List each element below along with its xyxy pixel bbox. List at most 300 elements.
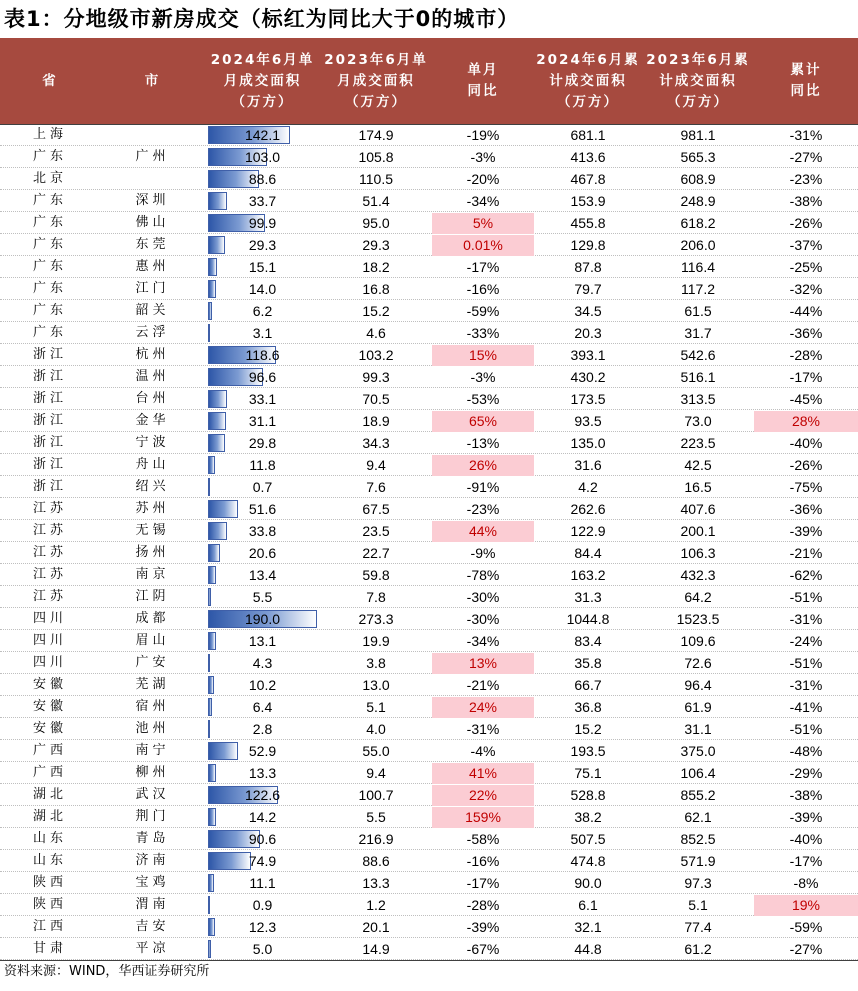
cell-city: 南宁 <box>135 743 170 758</box>
cell-cumulative-yoy: -59% <box>789 919 823 935</box>
cell-cumulative-2023: 618.2 <box>680 215 716 231</box>
cell-monthly-2023: 70.5 <box>362 391 390 407</box>
table-row <box>0 190 858 212</box>
cell-monthly-2023: 174.9 <box>358 127 394 143</box>
table-row <box>0 762 858 784</box>
cell-monthly-yoy: -58% <box>466 831 500 847</box>
cell-province: 广西 <box>33 765 68 780</box>
cell-cumulative-2023: 852.5 <box>680 831 716 847</box>
cell-monthly-2023: 18.9 <box>362 413 390 429</box>
cell-province: 安徽 <box>33 721 68 736</box>
cell-monthly-2023: 19.9 <box>362 633 390 649</box>
cell-cumulative-2023: 223.5 <box>680 435 716 451</box>
cell-province: 浙江 <box>33 435 68 450</box>
cell-cumulative-2023: 106.4 <box>680 765 716 781</box>
table-row <box>0 300 858 322</box>
header-monthly-2023: 2023年6月单 月成交面积 （万方） <box>324 51 428 110</box>
cell-monthly-yoy: 5% <box>472 215 494 231</box>
cell-cumulative-2024: 83.4 <box>574 633 602 649</box>
cell-monthly-yoy: 0.01% <box>463 237 503 253</box>
cell-city: 云浮 <box>135 325 170 340</box>
cell-cumulative-yoy: -17% <box>789 369 823 385</box>
cell-cumulative-2023: 96.4 <box>684 677 712 693</box>
table-row <box>0 894 858 916</box>
source-note: 资料来源：WIND，华西证券研究所 <box>4 964 210 979</box>
table-row <box>0 652 858 674</box>
cell-cumulative-2024: 36.8 <box>574 699 602 715</box>
table-row <box>0 432 858 454</box>
cell-monthly-yoy: 13% <box>468 655 498 671</box>
table-row <box>0 784 858 806</box>
cell-province: 广东 <box>33 259 68 274</box>
cell-monthly-2024: 12.3 <box>248 919 277 935</box>
cell-cumulative-yoy: -8% <box>793 875 819 891</box>
cell-monthly-2023: 14.9 <box>362 941 390 957</box>
cell-monthly-2024: 33.8 <box>248 523 277 539</box>
cell-cumulative-2024: 20.3 <box>574 325 602 341</box>
cell-cumulative-2024: 31.3 <box>574 589 602 605</box>
cell-monthly-2023: 22.7 <box>362 545 390 561</box>
cell-cumulative-2023: 565.3 <box>680 149 716 165</box>
table-row <box>0 168 858 190</box>
cell-monthly-2023: 29.3 <box>362 237 390 253</box>
cell-city: 眉山 <box>135 633 170 648</box>
cell-cumulative-yoy: 28% <box>791 413 821 429</box>
table-row <box>0 322 858 344</box>
cell-monthly-2024: 3.1 <box>252 325 273 341</box>
cell-cumulative-2023: 73.0 <box>684 413 712 429</box>
table-row <box>0 278 858 300</box>
cell-city: 广州 <box>135 149 170 164</box>
cell-province: 陕西 <box>33 875 68 890</box>
cell-cumulative-2024: 87.8 <box>574 259 602 275</box>
cell-cumulative-yoy: -41% <box>789 699 823 715</box>
cell-monthly-2024: 14.0 <box>248 281 277 297</box>
header-monthly-yoy: 单月 同比 <box>467 62 499 99</box>
cell-cumulative-yoy: -51% <box>789 721 823 737</box>
cell-monthly-2023: 9.4 <box>366 765 386 781</box>
cell-city: 芜湖 <box>135 677 170 692</box>
cell-monthly-2023: 3.8 <box>366 655 386 671</box>
cell-cumulative-yoy: -45% <box>789 391 823 407</box>
table-row <box>0 674 858 696</box>
cell-province: 北京 <box>33 171 68 186</box>
table-row <box>0 564 858 586</box>
cell-monthly-2023: 16.8 <box>362 281 390 297</box>
cell-cumulative-2024: 430.2 <box>570 369 606 385</box>
cell-monthly-2024: 15.1 <box>248 259 277 275</box>
table-row <box>0 850 858 872</box>
cell-monthly-2023: 4.6 <box>366 325 386 341</box>
cell-province: 浙江 <box>33 457 68 472</box>
cell-province: 陕西 <box>33 897 68 912</box>
cell-province: 江苏 <box>33 523 68 538</box>
cell-cumulative-2023: 31.1 <box>684 721 712 737</box>
cell-cumulative-yoy: -27% <box>789 149 823 165</box>
cell-monthly-yoy: -30% <box>466 611 500 627</box>
cell-cumulative-2024: 44.8 <box>574 941 602 957</box>
cell-cumulative-yoy: -31% <box>789 127 823 143</box>
cell-monthly-2023: 7.6 <box>366 479 386 495</box>
cell-monthly-yoy: -17% <box>466 259 500 275</box>
cell-cumulative-yoy: -51% <box>789 655 823 671</box>
cell-monthly-2023: 100.7 <box>358 787 394 803</box>
cell-monthly-2024: 11.1 <box>249 875 276 891</box>
cell-cumulative-yoy: -25% <box>789 259 823 275</box>
table-row <box>0 938 858 960</box>
cell-monthly-2023: 273.3 <box>358 611 394 627</box>
cell-city: 杭州 <box>135 347 170 362</box>
cell-monthly-2024: 10.2 <box>248 677 277 693</box>
cell-cumulative-yoy: -21% <box>789 545 823 561</box>
cell-monthly-yoy: -20% <box>466 171 500 187</box>
cell-monthly-2024: 2.8 <box>252 721 273 737</box>
cell-monthly-2023: 1.2 <box>366 897 386 913</box>
cell-province: 广西 <box>33 743 68 758</box>
cell-monthly-yoy: -53% <box>466 391 500 407</box>
cell-monthly-yoy: -21% <box>466 677 500 693</box>
header-cumulative-yoy: 累计 同比 <box>790 62 822 99</box>
cell-monthly-2023: 103.2 <box>358 347 394 363</box>
cell-cumulative-2023: 608.9 <box>680 171 716 187</box>
table-row <box>0 124 858 146</box>
cell-cumulative-2024: 455.8 <box>570 215 606 231</box>
table-row <box>0 344 858 366</box>
cell-monthly-2024: 20.6 <box>248 545 277 561</box>
cell-cumulative-2024: 35.8 <box>574 655 602 671</box>
cell-cumulative-yoy: -32% <box>789 281 823 297</box>
cell-province: 广东 <box>33 303 68 318</box>
cell-cumulative-2024: 467.8 <box>570 171 606 187</box>
cell-cumulative-2024: 262.6 <box>570 501 606 517</box>
table-row <box>0 498 858 520</box>
cell-cumulative-2024: 163.2 <box>570 567 606 583</box>
cell-cumulative-yoy: -29% <box>789 765 823 781</box>
cell-monthly-2023: 110.5 <box>359 171 393 187</box>
cell-city <box>100 168 205 190</box>
cell-monthly-2023: 23.5 <box>362 523 390 539</box>
header-cumulative-2024: 2024年6月累 计成交面积 （万方） <box>536 51 640 110</box>
cell-monthly-2024: 142.1 <box>244 127 281 143</box>
cell-cumulative-yoy: -26% <box>789 215 823 231</box>
cell-monthly-yoy: 24% <box>468 699 498 715</box>
cell-monthly-2024: 0.7 <box>252 479 273 495</box>
cell-province: 浙江 <box>33 413 68 428</box>
table-row <box>0 740 858 762</box>
cell-monthly-2024: 13.3 <box>248 765 277 781</box>
cell-province: 湖北 <box>33 809 68 824</box>
cell-monthly-yoy: 22% <box>468 787 498 803</box>
cell-monthly-2023: 15.2 <box>362 303 390 319</box>
cell-city: 武汉 <box>135 787 170 802</box>
cell-cumulative-2023: 109.6 <box>680 633 716 649</box>
cell-cumulative-2024: 34.5 <box>574 303 602 319</box>
cell-city: 苏州 <box>135 501 170 516</box>
table-row <box>0 256 858 278</box>
cell-city: 广安 <box>135 655 170 670</box>
cell-province: 四川 <box>33 633 68 648</box>
cell-city: 渭南 <box>135 897 170 912</box>
cell-cumulative-yoy: -75% <box>789 479 823 495</box>
cell-monthly-2024: 74.9 <box>248 853 277 869</box>
cell-cumulative-2023: 64.2 <box>684 589 712 605</box>
cell-monthly-2024: 4.3 <box>252 655 273 671</box>
cell-cumulative-yoy: -40% <box>789 435 823 451</box>
cell-monthly-yoy: -9% <box>470 545 496 561</box>
cell-city: 江门 <box>135 281 170 296</box>
cell-monthly-2023: 55.0 <box>362 743 390 759</box>
cell-province: 四川 <box>33 655 68 670</box>
cell-monthly-2023: 59.8 <box>362 567 390 583</box>
cell-monthly-yoy: -91% <box>466 479 500 495</box>
cell-cumulative-2024: 38.2 <box>574 809 602 825</box>
cell-cumulative-2023: 1523.5 <box>676 611 720 627</box>
cell-city: 荆门 <box>135 809 170 824</box>
cell-monthly-2024: 5.0 <box>252 941 273 957</box>
cell-monthly-2024: 29.3 <box>248 237 277 253</box>
cell-cumulative-2023: 407.6 <box>680 501 716 517</box>
cell-monthly-2024: 13.1 <box>248 633 277 649</box>
cell-province: 安徽 <box>33 677 68 692</box>
cell-monthly-yoy: -3% <box>470 149 496 165</box>
cell-monthly-2024: 5.5 <box>252 589 273 605</box>
cell-monthly-2024: 52.9 <box>248 743 277 759</box>
cell-cumulative-yoy: -24% <box>789 633 823 649</box>
cell-cumulative-2023: 117.2 <box>681 281 715 297</box>
cell-monthly-2023: 13.3 <box>362 875 390 891</box>
cell-monthly-2024: 14.2 <box>248 809 277 825</box>
cell-monthly-2023: 99.3 <box>362 369 390 385</box>
table-row <box>0 454 858 476</box>
cell-monthly-yoy: -59% <box>466 303 500 319</box>
table-row <box>0 916 858 938</box>
cell-province: 山东 <box>33 853 68 868</box>
cell-monthly-2024: 29.8 <box>248 435 277 451</box>
cell-cumulative-yoy: -36% <box>789 325 823 341</box>
cell-cumulative-2024: 84.4 <box>574 545 602 561</box>
cell-monthly-2023: 4.0 <box>366 721 386 737</box>
cell-monthly-yoy: -13% <box>466 435 500 451</box>
table-top-rule <box>0 124 858 125</box>
cell-province: 广东 <box>33 325 68 340</box>
cell-cumulative-2024: 93.5 <box>574 413 602 429</box>
cell-city: 吉安 <box>135 919 170 934</box>
cell-city: 宿州 <box>135 699 170 714</box>
cell-city: 成都 <box>135 611 170 626</box>
cell-cumulative-yoy: -44% <box>789 303 823 319</box>
cell-province: 安徽 <box>33 699 68 714</box>
cell-cumulative-2024: 173.5 <box>570 391 606 407</box>
cell-cumulative-2023: 61.5 <box>684 303 712 319</box>
cell-cumulative-2023: 16.5 <box>684 479 712 495</box>
cell-monthly-2024: 88.6 <box>248 171 277 187</box>
cell-cumulative-yoy: -62% <box>789 567 823 583</box>
cell-cumulative-2024: 66.7 <box>574 677 602 693</box>
cell-cumulative-2023: 855.2 <box>680 787 716 803</box>
cell-cumulative-yoy: 19% <box>791 897 821 913</box>
cell-monthly-2023: 51.4 <box>362 193 390 209</box>
cell-cumulative-2023: 97.3 <box>684 875 712 891</box>
cell-monthly-yoy: -19% <box>466 127 500 143</box>
cell-city: 平凉 <box>135 941 170 956</box>
cell-province: 广东 <box>33 281 68 296</box>
cell-monthly-2024: 51.6 <box>248 501 277 517</box>
cell-cumulative-2023: 375.0 <box>680 743 716 759</box>
cell-city: 宝鸡 <box>135 875 170 890</box>
cell-monthly-2023: 88.6 <box>362 853 390 869</box>
cell-cumulative-yoy: -31% <box>789 611 823 627</box>
header-province: 省 <box>42 72 58 89</box>
cell-monthly-2023: 20.1 <box>362 919 390 935</box>
cell-monthly-yoy: 44% <box>468 523 498 539</box>
cell-cumulative-2023: 31.7 <box>684 325 712 341</box>
cell-cumulative-2023: 981.1 <box>680 127 716 143</box>
cell-province: 江苏 <box>33 501 68 516</box>
cell-cumulative-2024: 193.5 <box>570 743 606 759</box>
cell-cumulative-yoy: -51% <box>789 589 823 605</box>
cell-monthly-yoy: -34% <box>466 193 500 209</box>
cell-province: 江西 <box>33 919 68 934</box>
cell-cumulative-2024: 681.1 <box>570 127 606 143</box>
cell-monthly-2023: 95.0 <box>362 215 390 231</box>
cell-monthly-yoy: -78% <box>466 567 500 583</box>
cell-cumulative-2024: 4.2 <box>578 479 598 495</box>
cell-monthly-yoy: -30% <box>466 589 500 605</box>
cell-city: 宁波 <box>135 435 170 450</box>
table-row <box>0 212 858 234</box>
cell-cumulative-yoy: -37% <box>789 237 823 253</box>
cell-cumulative-2024: 413.6 <box>570 149 606 165</box>
cell-province: 江苏 <box>33 589 68 604</box>
cell-cumulative-yoy: -27% <box>789 941 823 957</box>
table-row <box>0 630 858 652</box>
cell-cumulative-yoy: -23% <box>789 171 823 187</box>
cell-city: 无锡 <box>135 523 170 538</box>
cell-monthly-yoy: -23% <box>466 501 500 517</box>
cell-province: 江苏 <box>33 545 68 560</box>
cell-cumulative-yoy: -39% <box>789 809 823 825</box>
cell-cumulative-yoy: -26% <box>789 457 823 473</box>
cell-cumulative-2023: 77.4 <box>684 919 712 935</box>
cell-monthly-2023: 5.5 <box>366 809 386 825</box>
table-row <box>0 872 858 894</box>
cell-city: 佛山 <box>135 215 170 230</box>
cell-cumulative-2024: 129.8 <box>570 237 606 253</box>
cell-cumulative-2023: 248.9 <box>680 193 716 209</box>
cell-monthly-yoy: 65% <box>468 413 498 429</box>
cell-province: 广东 <box>33 149 68 164</box>
table-row <box>0 388 858 410</box>
cell-city: 金华 <box>135 413 170 428</box>
table-row <box>0 520 858 542</box>
cell-monthly-2024: 33.1 <box>248 391 277 407</box>
cell-monthly-yoy: -17% <box>466 875 500 891</box>
cell-cumulative-2023: 61.9 <box>684 699 712 715</box>
cell-monthly-2024: 90.6 <box>248 831 277 847</box>
cell-cumulative-2024: 135.0 <box>570 435 606 451</box>
cell-monthly-2024: 0.9 <box>252 897 273 913</box>
cell-cumulative-2023: 542.6 <box>680 347 716 363</box>
cell-monthly-yoy: 26% <box>468 457 498 473</box>
cell-province: 浙江 <box>33 347 68 362</box>
cell-city: 扬州 <box>135 545 170 560</box>
cell-cumulative-2023: 206.0 <box>680 237 716 253</box>
cell-province: 浙江 <box>33 479 68 494</box>
cell-cumulative-2023: 516.1 <box>680 369 716 385</box>
cell-monthly-2024: 122.6 <box>244 787 281 803</box>
cell-city: 池州 <box>135 721 170 736</box>
cell-monthly-2024: 11.8 <box>249 457 276 473</box>
cell-monthly-2024: 96.6 <box>248 369 277 385</box>
table-row <box>0 146 858 168</box>
cell-province: 浙江 <box>33 369 68 384</box>
cell-province: 广东 <box>33 237 68 252</box>
cell-province: 上海 <box>33 127 68 142</box>
cell-monthly-yoy: 15% <box>468 347 498 363</box>
cell-monthly-2023: 34.3 <box>362 435 390 451</box>
cell-province: 山东 <box>33 831 68 846</box>
cell-city: 南京 <box>135 567 170 582</box>
cell-cumulative-2023: 116.4 <box>681 259 715 275</box>
table-row <box>0 806 858 828</box>
table-title: 表1：分地级市新房成交（标红为同比大于0的城市） <box>4 7 520 31</box>
cell-cumulative-2024: 31.6 <box>574 457 602 473</box>
table-row <box>0 366 858 388</box>
cell-cumulative-2024: 79.7 <box>574 281 602 297</box>
cell-city: 东莞 <box>135 237 170 252</box>
cell-city: 舟山 <box>135 457 170 472</box>
cell-city: 台州 <box>135 391 170 406</box>
cell-cumulative-2024: 6.1 <box>578 897 598 913</box>
cell-monthly-2024: 190.0 <box>244 611 281 627</box>
cell-province: 湖北 <box>33 787 68 802</box>
cell-monthly-2023: 9.4 <box>366 457 386 473</box>
table-header <box>0 38 858 124</box>
cell-cumulative-yoy: -17% <box>789 853 823 869</box>
cell-province: 浙江 <box>33 391 68 406</box>
table-row <box>0 586 858 608</box>
cell-cumulative-2023: 61.2 <box>684 941 712 957</box>
cell-cumulative-2023: 5.1 <box>688 897 708 913</box>
cell-monthly-2024: 31.1 <box>248 413 277 429</box>
cell-city: 柳州 <box>135 765 170 780</box>
cell-cumulative-2023: 200.1 <box>680 523 716 539</box>
cell-city: 绍兴 <box>135 479 170 494</box>
cell-monthly-yoy: -16% <box>466 281 500 297</box>
cell-monthly-2023: 5.1 <box>366 699 386 715</box>
cell-monthly-2023: 7.8 <box>366 589 386 605</box>
cell-cumulative-2024: 393.1 <box>570 347 606 363</box>
cell-city: 温州 <box>135 369 170 384</box>
cell-cumulative-2024: 1044.8 <box>566 611 610 627</box>
cell-city: 韶关 <box>135 303 170 318</box>
header-monthly-2024: 2024年6月单 月成交面积 （万方） <box>210 51 315 110</box>
header-cumulative-2023: 2023年6月累 计成交面积 （万方） <box>646 51 750 110</box>
cell-cumulative-yoy: -36% <box>789 501 823 517</box>
cell-monthly-yoy: 41% <box>468 765 498 781</box>
cell-monthly-yoy: -3% <box>470 369 496 385</box>
cell-cumulative-2023: 106.3 <box>680 545 716 561</box>
cell-cumulative-2024: 474.8 <box>570 853 606 869</box>
cell-cumulative-2024: 15.2 <box>574 721 602 737</box>
cell-cumulative-yoy: -38% <box>789 193 823 209</box>
cell-monthly-yoy: -28% <box>466 897 500 913</box>
cell-province: 甘肃 <box>33 941 68 956</box>
cell-monthly-yoy: -4% <box>470 743 496 759</box>
cell-monthly-2024: 118.6 <box>245 347 280 363</box>
cell-monthly-2024: 6.4 <box>252 699 273 715</box>
table-row <box>0 410 858 432</box>
